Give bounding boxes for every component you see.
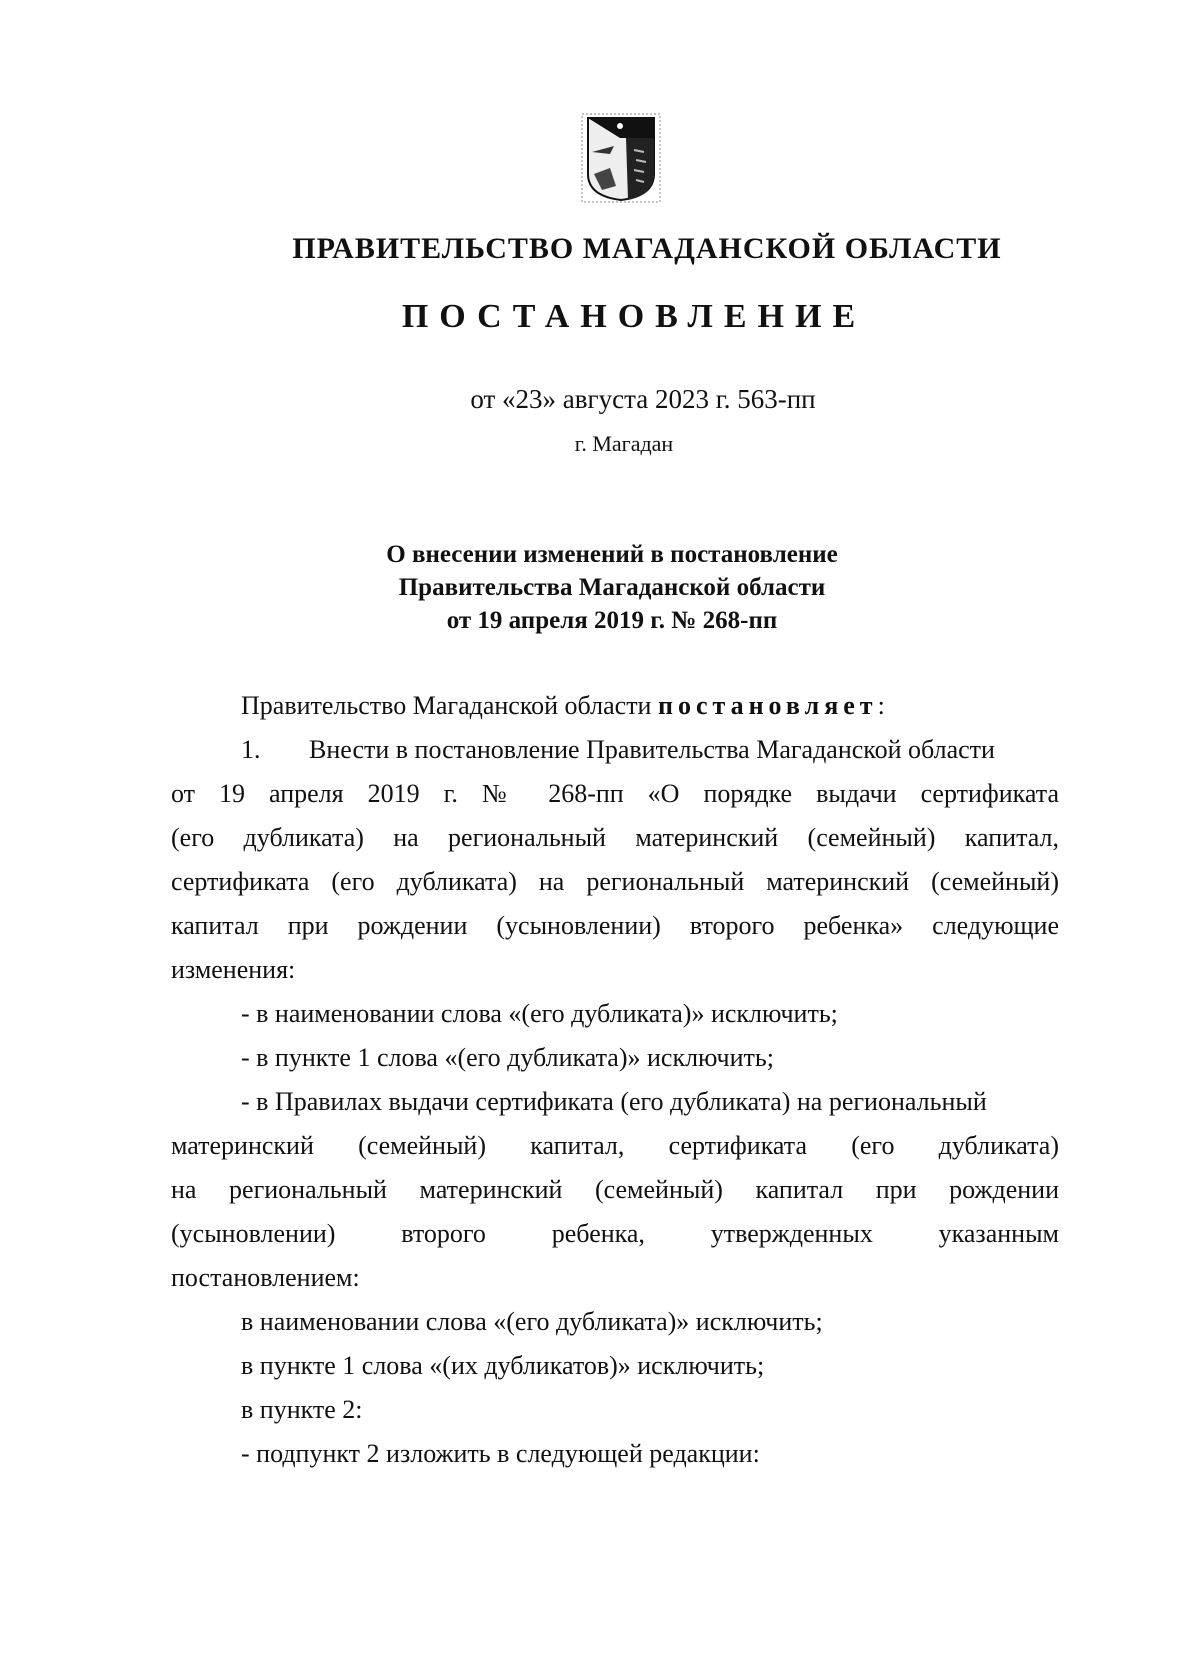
list-item: в пункте 1 слова «(их дубликатов)» исключить; [241, 1351, 765, 1380]
document-city: г. Магадан [574, 431, 674, 456]
government-heading: ПРАВИТЕЛЬСТВО МАГАДАНСКОЙ ОБЛАСТИ [292, 232, 1002, 265]
paragraph-line: сертификата (его дубликата) на региональный материнский (семейный) [171, 867, 1059, 896]
preamble-text: Правительство Магаданской области [241, 691, 652, 720]
paragraph-line: (его дубликата) на региональный материнский (семейный) капитал, [171, 823, 1059, 852]
preamble-colon: : [877, 691, 885, 720]
coat-of-arms-emblem [580, 112, 662, 204]
item-number: 1. [241, 735, 261, 764]
list-item: - подпункт 2 изложить в следующей редакции: [241, 1439, 760, 1468]
preamble-paragraph [171, 684, 1059, 728]
document-body [171, 684, 1059, 1476]
paragraph-line: на региональный материнский (семейный) капитал при рождении [171, 1175, 1059, 1204]
paragraph-line: капитал при рождении (усыновлении) второго ребенка» следующие [171, 911, 1059, 940]
list-item: в пункте 2: [241, 1395, 363, 1424]
paragraph-line: постановлением: [171, 1263, 360, 1292]
list-item: - в Правилах выдачи сертификата (его дубликата) на региональный [241, 1087, 987, 1116]
item-text: Внести в постановление Правительства Магаданской области [309, 735, 995, 764]
title-line: от 19 апреля 2019 г. № 268-пп [446, 607, 778, 634]
title-line: О внесении изменений в постановление [386, 541, 838, 568]
document-type-heading: ПОСТАНОВЛЕНИЕ [401, 298, 867, 335]
list-item: в наименовании слова «(его дубликата)» исключить; [241, 1307, 823, 1336]
document-date-number: от «23» августа 2023 г. 563-пп [470, 384, 816, 414]
paragraph-line: (усыновлении) второго ребенка, утвержденных указанным [171, 1219, 1059, 1248]
preamble-verb: постановляет [657, 691, 878, 720]
paragraph-line: изменения: [171, 955, 296, 984]
paragraph-line: от 19 апреля 2019 г. № 268-пп «О порядке выдачи сертификата [171, 779, 1059, 808]
item-1-first-line [171, 728, 1059, 772]
paragraph-line: материнский (семейный) капитал, сертификата (его дубликата) [171, 1131, 1059, 1160]
list-item: - в наименовании слова «(его дубликата)» исключить; [241, 999, 838, 1028]
document-title [0, 538, 1200, 637]
title-line: Правительства Магаданской области [398, 574, 826, 601]
list-item: - в пункте 1 слова «(его дубликата)» исключить; [241, 1043, 774, 1072]
